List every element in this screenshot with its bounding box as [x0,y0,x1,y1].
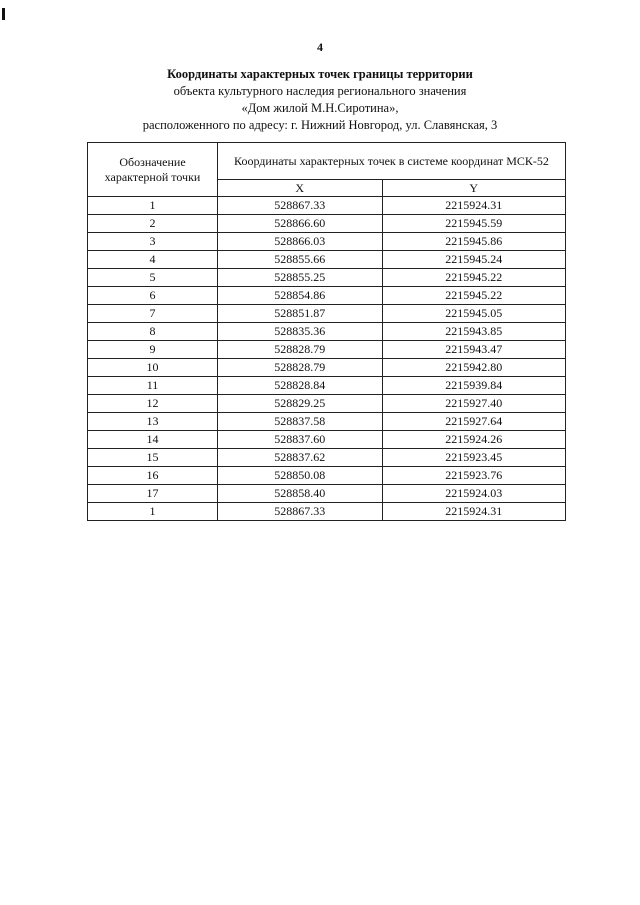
table-row [88,413,566,431]
header-point-designation: Обозначение характерной точки [88,143,218,197]
heading-line-4: расположенного по адресу: г. Нижний Новгород, ул. Славянская, 3 [142,118,498,132]
cell-point: 17 [88,485,218,503]
cell-y: 2215927.64 [382,413,566,431]
header-coordinates: Координаты характерных точек в системе координат МСК-52 [218,143,566,180]
cell-point: 6 [88,287,218,305]
header-x: X [218,180,383,197]
heading-line-3: «Дом жилой М.Н.Сиротина», [241,101,399,115]
cell-y: 2215943.85 [382,323,566,341]
cell-x: 528858.40 [218,485,383,503]
table-row [88,503,566,521]
cell-x: 528851.87 [218,305,383,323]
cell-y: 2215945.22 [382,287,566,305]
cell-y: 2215945.59 [382,215,566,233]
cell-y: 2215923.76 [382,467,566,485]
cell-x: 528855.66 [218,251,383,269]
cell-point: 13 [88,413,218,431]
cell-x: 528828.84 [218,377,383,395]
table-row [88,197,566,215]
cell-x: 528837.58 [218,413,383,431]
table-row [88,323,566,341]
cell-y: 2215945.24 [382,251,566,269]
cell-y: 2215945.22 [382,269,566,287]
cell-point: 14 [88,431,218,449]
cell-x: 528855.25 [218,269,383,287]
cell-point: 7 [88,305,218,323]
cell-point: 10 [88,359,218,377]
coordinates-table [87,142,566,521]
cell-x: 528837.60 [218,431,383,449]
cell-point: 16 [88,467,218,485]
cell-y: 2215943.47 [382,341,566,359]
cell-point: 8 [88,323,218,341]
table-row [88,431,566,449]
table-row [88,467,566,485]
heading-line-2: объекта культурного наследия регионального значения [173,84,467,98]
table-row [88,251,566,269]
cell-x: 528828.79 [218,359,383,377]
cell-point: 4 [88,251,218,269]
cell-x: 528866.03 [218,233,383,251]
cell-point: 15 [88,449,218,467]
cell-y: 2215939.84 [382,377,566,395]
cell-x: 528866.60 [218,215,383,233]
table-row [88,269,566,287]
cell-y: 2215924.31 [382,197,566,215]
cell-point: 1 [88,503,218,521]
table-row [88,305,566,323]
cell-x: 528867.33 [218,503,383,521]
header-y: Y [382,180,566,197]
table-row [88,449,566,467]
table-row [88,377,566,395]
cell-y: 2215942.80 [382,359,566,377]
table-body [88,197,566,521]
scan-edge-mark [2,8,5,20]
cell-point: 2 [88,215,218,233]
cell-point: 12 [88,395,218,413]
cell-point: 9 [88,341,218,359]
table-row [88,395,566,413]
table-row [88,215,566,233]
cell-y: 2215923.45 [382,449,566,467]
cell-y: 2215945.86 [382,233,566,251]
cell-point: 11 [88,377,218,395]
table-row [88,485,566,503]
cell-point: 5 [88,269,218,287]
cell-x: 528835.36 [218,323,383,341]
document-heading [0,66,640,134]
cell-point: 1 [88,197,218,215]
cell-x: 528837.62 [218,449,383,467]
cell-y: 2215924.26 [382,431,566,449]
cell-x: 528829.25 [218,395,383,413]
cell-y: 2215924.03 [382,485,566,503]
cell-point: 3 [88,233,218,251]
page-number: 4 [317,40,323,54]
cell-y: 2215945.05 [382,305,566,323]
table-row [88,287,566,305]
table-row [88,341,566,359]
cell-x: 528854.86 [218,287,383,305]
cell-x: 528828.79 [218,341,383,359]
cell-x: 528867.33 [218,197,383,215]
heading-line-1: Координаты характерных точек границы территории [167,67,473,81]
table-row [88,359,566,377]
cell-y: 2215924.31 [382,503,566,521]
table-row [88,233,566,251]
cell-x: 528850.08 [218,467,383,485]
cell-y: 2215927.40 [382,395,566,413]
